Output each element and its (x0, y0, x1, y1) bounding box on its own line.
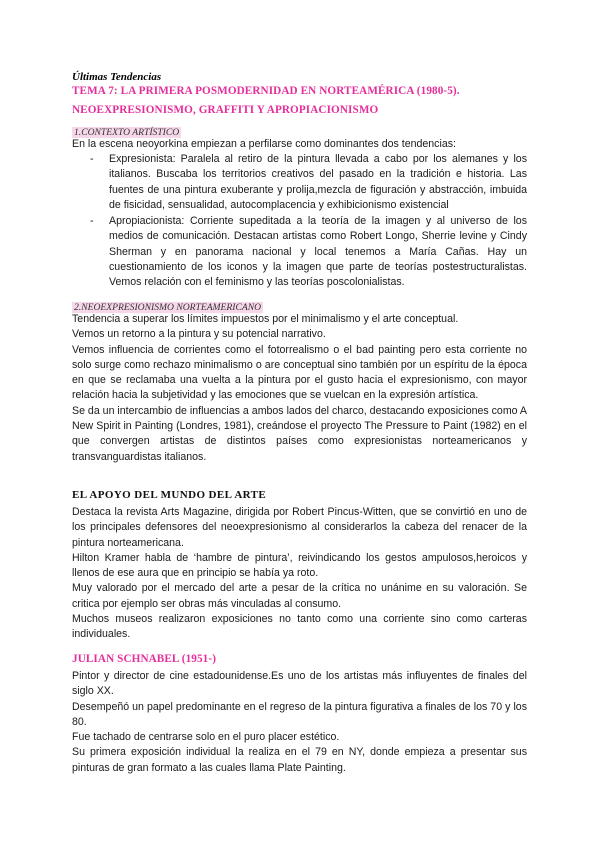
paragraph: Se da un intercambio de influencias a ambos lados del charco, destacando exposiciones como A New Spirit in Painting (Londres, 1981), creándose el proyecto The Pressure to Paint (1982) en el que convergen artistas de distintos países como expresionistas norteamericanos y transvanguardistas italianos. (72, 404, 527, 463)
tema-title-line-2: NEOEXPRESIONISMO, GRAFFITI Y APROPIACIONISMO (72, 104, 379, 116)
tema-title-line-1: TEMA 7: LA PRIMERA POSMODERNIDAD EN NORTEAMÉRICA (1980-5). (72, 85, 460, 97)
bullet-marker: - (90, 215, 94, 227)
bullet-apropiacionista: Apropiacionista: Corriente supeditada a la teoría de la imagen y al universo de los medios de comunicación. Destacan artistas como Robert Longo, Sherrie levine y Cindy Sherman y en panorama nacional y local tenemos a María Cañas. Hay un cuestionamiento de los iconos y la imagen que parte de teorías postestructuralistas. Vemos relación con el feminismo y las teorías poscolonialistas. (109, 215, 527, 289)
paragraph: Vemos influencia de corrientes como el fotorrealismo o el bad painting pero esta corriente no solo surge como rechazo minimalismo o are conceptual sino también por un espíritu de la época en que se reclamaba una vuelta a la pintura por el gusto hacia el expresionismo, con mayor relación hacia la subjetividad y las emociones que se vuelcan en la expresión artística. (72, 343, 527, 402)
paragraph: Muchos museos realizaron exposiciones no tanto como una corriente sino como carteras individuales. (72, 613, 527, 641)
paragraph: Muy valorado por el mercado del arte a pesar de la crítica no unánime en su valoración. Se critica por ejemplo ser obras más vinculadas al consumo. (72, 582, 527, 610)
paragraph: Fue tachado de centrarse solo en el puro placer estético. (72, 731, 340, 744)
paragraph: Desempeñó un papel predominante en el regreso de la pintura figurativa a finales de los 70 y los 80. (72, 700, 527, 728)
paragraph: Su primera exposición individual la realiza en el 79 en NY, donde empieza a presentar sus pinturas de gran formato a las cuales llama Plate Painting. (72, 746, 527, 774)
paragraph: Destaca la revista Arts Magazine, dirigida por Robert Pincus-Witten, que se convirtió en uno de los principales defensores del neoexpresionismo al considerarlos la cabeza del renacer de la pintura norteamericana. (72, 506, 527, 549)
section-2-heading-text: 2.NEOEXPRESIONISMO NORTEAMERICANO (74, 302, 262, 313)
bullet-marker: - (90, 153, 94, 165)
section-4-body (72, 669, 527, 776)
paragraph: Pintor y director de cine estadounidense.Es uno de los artistas más influyentes de finales del siglo XX. (72, 670, 527, 698)
section-3-heading: EL APOYO DEL MUNDO DEL ARTE (72, 489, 267, 501)
section-3-body (72, 505, 527, 643)
paragraph: Tendencia a superar los límites impuestos por el minimalismo y el arte conceptual. (72, 313, 459, 325)
course-title: Últimas Tendencias (72, 71, 162, 83)
bullet-expresionista: Expresionista: Paralela al retiro de la pintura llevada a cabo por los alemanes y los italianos. Buscaba los territorios creativos del pasado en la tradición e historia. Las fuentes de una pintura exuberante y prolija,mezcla de figuración y abstracción, imbuida de fisicidad, sensualidad, autocomplacencia y exhibicionismo existencial (109, 153, 527, 211)
paragraph: Vemos un retorno a la pintura y su potencial narrativo. (72, 328, 326, 341)
section-1-heading-text: 1.CONTEXTO ARTÍSTICO (74, 127, 180, 138)
section-1-intro: En la escena neoyorkina empiezan a perfilarse como dominantes dos tendencias: (72, 138, 456, 150)
section-4-heading: JULIAN SCHNABEL (1951-) (72, 653, 217, 665)
paragraph: Hilton Kramer habla de ‘hambre de pintura’, reivindicando los gestos ampulosos,heroicos y llenos de ese aura que en principio se había ya roto. (72, 551, 527, 580)
section-2-body (72, 312, 527, 465)
